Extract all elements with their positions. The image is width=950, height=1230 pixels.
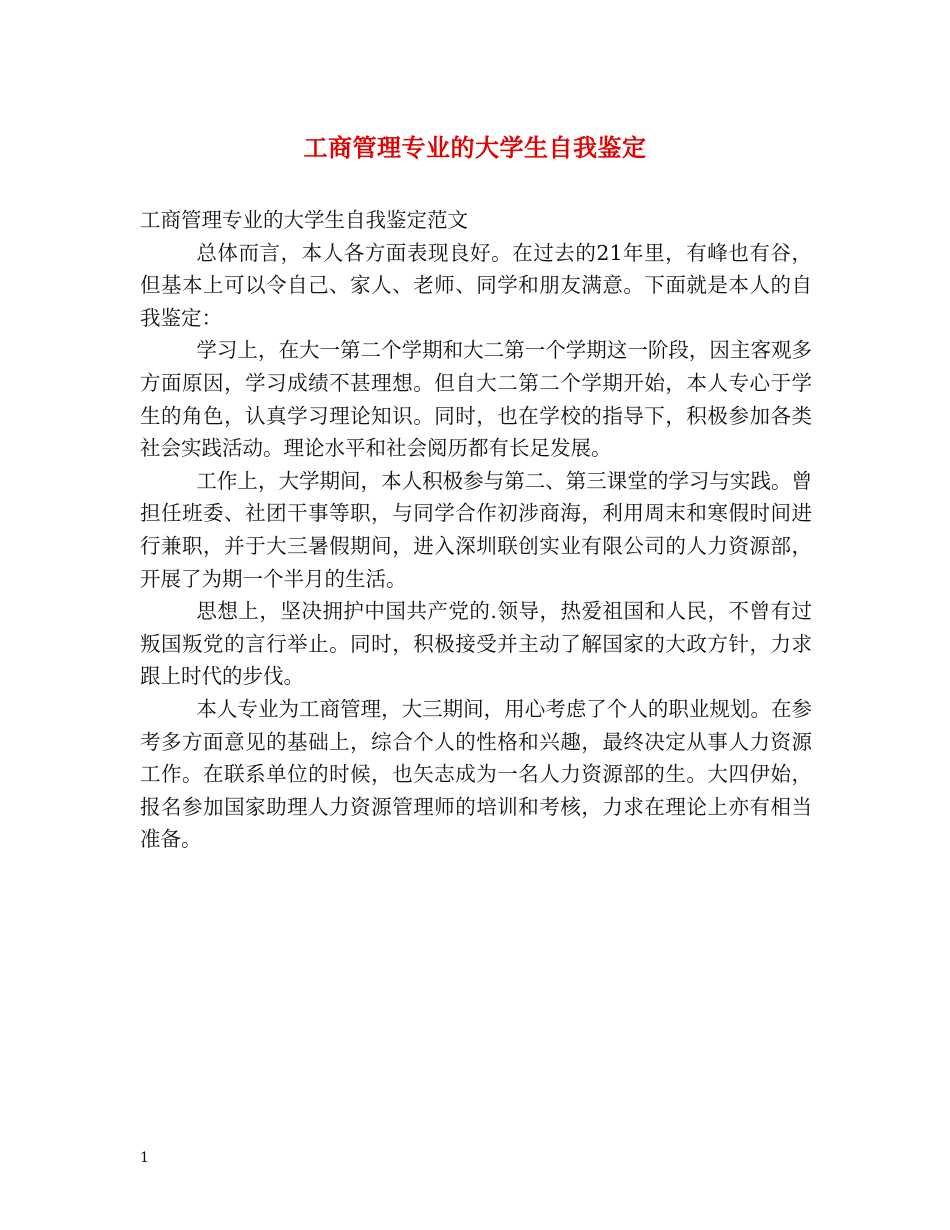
paragraph-work: 工作上，大学期间，本人积极参与第二、第三课堂的学习与实践。曾担任班委、社团干事等职，与同学合作初涉商海，利用周末和寒假时间进行兼职，并于大三暑假期间，进入深圳联创实业有限公司的人力资源部，开展了为期一个半月的生活。 bbox=[140, 468, 812, 591]
paragraph-ideology: 思想上，坚决拥护中国共产党的.领导，热爱祖国和人民，不曾有过叛国叛党的言行举止。同时，积极接受并主动了解国家的大政方针，力求跟上时代的步伐。 bbox=[140, 599, 812, 689]
document-title: 工商管理专业的大学生自我鉴定 bbox=[303, 133, 647, 162]
document-subtitle: 工商管理专业的大学生自我鉴定范文 bbox=[140, 208, 468, 232]
paragraph-summary: 总体而言，本人各方面表现良好。在过去的21年里，有峰也有谷，但基本上可以令自己、家人、老师、同学和朋友满意。下面就是本人的自我鉴定： bbox=[140, 240, 812, 330]
paragraph-study: 学习上，在大一第二个学期和大二第一个学期这一阶段，因主客观多方面原因，学习成绩不甚理想。但自大二第二个学期开始，本人专心于学生的角色，认真学习理论知识。同时，也在学校的指导下，积极参加各类社会实践活动。理论水平和社会阅历都有长足发展。 bbox=[140, 338, 812, 461]
page-number: 1 bbox=[140, 1150, 149, 1166]
document-body bbox=[140, 204, 812, 856]
paragraph-career: 本人专业为工商管理，大三期间，用心考虑了个人的职业规划。在参考多方面意见的基础上，综合个人的性格和兴趣，最终决定从事人力资源工作。在联系单位的时候，也矢志成为一名人力资源部的生。大四伊始，报名参加国家助理人力资源管理师的培训和考核，力求在理论上亦有相当准备。 bbox=[140, 696, 812, 852]
